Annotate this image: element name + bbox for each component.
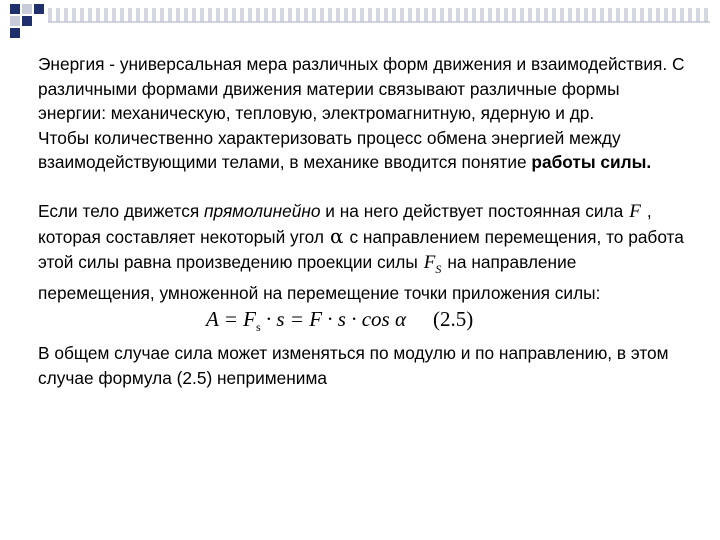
text-segment: Если тело движется [38,200,200,221]
slide-body [38,52,688,390]
deco-square [22,16,32,26]
formula-work [206,307,406,340]
text-segment: на направление перемещения, умноженной на перемещение точки приложения силы: [38,251,601,303]
paragraph-energy-definition: Энергия - универсальная мера различных форм движения и взаимодействия. С различными формами движения материи связывают различные формы энергии: механическую, тепловую, электромагнитную, ядерную и др. [38,54,685,123]
symbol-force-projection-sub: S [435,261,442,276]
paragraph-general-case: В общем случае сила может изменяться по модулю и по направлению, в этом случае формула (2.5) неприменима [38,343,669,388]
formula-number: (2.5) [433,307,474,332]
header-decoration [0,0,720,40]
formula-rhs: · s = F · s · cos α [265,307,406,332]
formula-sub: s [255,320,261,335]
emphasis-straight-line: прямолинейно [204,200,321,221]
formula-2-5 [38,307,688,337]
text-segment: с направлением перемещения, то работа этой силы равна произведению проекции силы [38,227,684,272]
text-segment: и на него действует постоянная сила [325,200,624,221]
symbol-force-projection [424,251,442,281]
deco-checkered-band [48,8,708,22]
text-segment: , которая составляет некоторый угол [38,200,652,247]
deco-square [10,16,20,26]
work-term: работы силы. [531,152,652,172]
work-intro-text: Чтобы количественно характеризовать процесс обмена энергией между взаимодействующими телами, в механике вводится понятие [38,127,621,172]
deco-square [34,4,44,14]
symbol-force: F [629,200,641,222]
paragraph-work-explanation [38,199,688,306]
paragraph-work-intro [38,126,688,175]
symbol-force-projection-base: F [423,251,436,273]
deco-square [22,4,32,14]
spacer [38,175,688,199]
deco-square [10,4,20,14]
symbol-alpha: α [329,224,344,248]
deco-square [10,28,20,38]
formula-lhs: A = F [206,307,256,332]
